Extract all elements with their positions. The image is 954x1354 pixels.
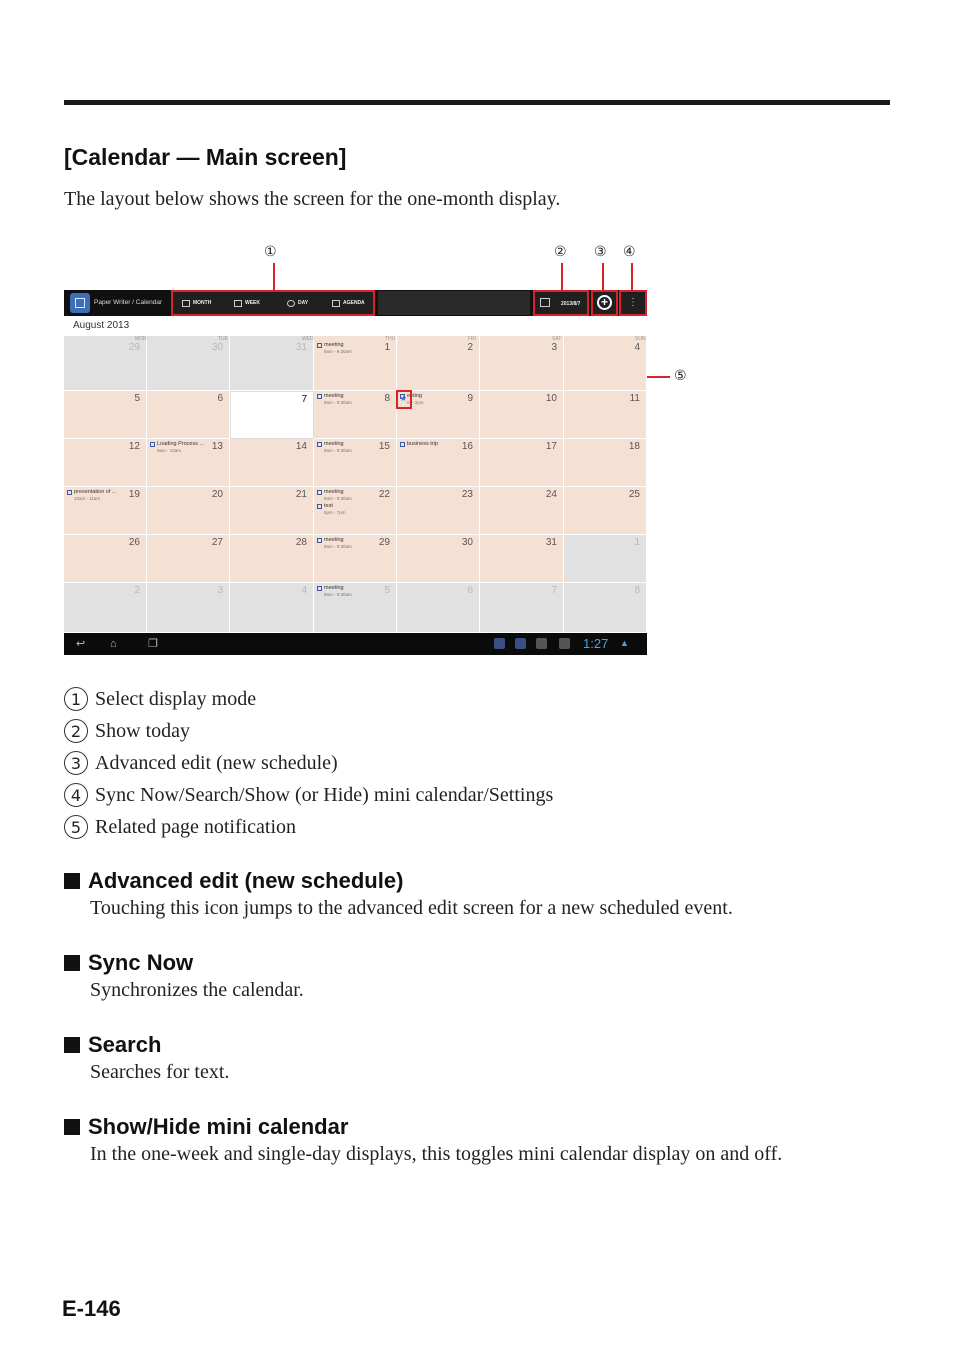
day-cell[interactable] <box>147 583 230 633</box>
legend-item <box>64 715 553 747</box>
section-text: In the one-week and single-day displays, this toggles mini calendar display on and off. <box>90 1143 783 1165</box>
notification-icon[interactable] <box>536 638 547 649</box>
section-heading: Show/Hide mini calendar <box>64 1114 348 1140</box>
highlight-add <box>591 290 618 316</box>
day-number: 17 <box>545 441 557 452</box>
highlight-related-page <box>396 390 412 409</box>
event-title[interactable] <box>67 489 117 495</box>
event-title[interactable] <box>317 585 344 591</box>
day-cell[interactable] <box>64 487 147 535</box>
system-nav-bar <box>64 633 647 655</box>
section-heading: Search <box>64 1032 161 1058</box>
day-cell[interactable] <box>564 583 647 633</box>
day-number: 20 <box>211 489 223 500</box>
day-number: 14 <box>295 441 307 452</box>
day-cell[interactable] <box>147 336 230 391</box>
day-cell[interactable] <box>564 391 647 439</box>
page-number: E-146 <box>62 1296 121 1321</box>
day-number: 29 <box>128 342 140 353</box>
day-cell[interactable] <box>564 439 647 487</box>
day-cell[interactable] <box>314 336 397 391</box>
page-heading: [Calendar — Main screen] <box>64 144 347 170</box>
calendar-app-icon[interactable] <box>70 293 90 313</box>
section-text: Synchronizes the calendar. <box>90 979 304 1001</box>
day-cell[interactable] <box>314 535 397 583</box>
callout-1: ① <box>264 244 277 260</box>
legend-label: Sync Now/Search/Show (or Hide) mini calendar/Settings <box>95 783 554 806</box>
leader-line-2 <box>561 263 563 291</box>
checkbox-icon <box>317 442 322 447</box>
legend-number: 5 <box>64 815 88 839</box>
checkbox-icon <box>317 490 322 495</box>
signal-icon: ▲ <box>620 638 629 648</box>
day-number: 5 <box>384 585 390 596</box>
day-number: 28 <box>295 537 307 548</box>
intro-text: The layout below shows the screen for the one-month display. <box>64 188 561 210</box>
day-number: 8 <box>384 393 390 404</box>
day-number: 25 <box>628 489 640 500</box>
checkbox-icon <box>317 538 322 543</box>
day-header: THU <box>385 336 396 342</box>
day-number: 29 <box>378 537 390 548</box>
event-label: meeting <box>324 441 344 447</box>
callout-3: ③ <box>594 244 607 260</box>
event-label: meeting <box>324 342 344 348</box>
section-heading: Advanced edit (new schedule) <box>64 868 403 894</box>
event-time: 10am - 11am <box>74 496 101 501</box>
day-number: 3 <box>551 342 557 353</box>
day-number: 30 <box>211 342 223 353</box>
square-bullet-icon <box>64 955 80 971</box>
day-cell[interactable] <box>397 535 480 583</box>
top-rule <box>64 100 890 105</box>
event-label: test <box>324 503 333 509</box>
day-cell[interactable] <box>480 583 564 633</box>
day-cell[interactable] <box>230 535 314 583</box>
legend-number: 2 <box>64 719 88 743</box>
day-header: FRI <box>468 336 477 342</box>
day-number: 8 <box>634 585 640 596</box>
back-icon[interactable]: ↩ <box>76 638 86 650</box>
leader-line-1 <box>273 263 275 291</box>
highlight-mode-tabs <box>171 290 375 316</box>
day-cell[interactable] <box>397 487 480 535</box>
event-title[interactable] <box>317 393 344 399</box>
recent-apps-icon[interactable]: ❐ <box>148 638 158 650</box>
day-cell[interactable] <box>480 487 564 535</box>
day-number: 21 <box>295 489 307 500</box>
day-header: SAT <box>552 336 562 342</box>
day-cell[interactable] <box>480 535 564 583</box>
notification-icon[interactable] <box>559 638 570 649</box>
plus-circle-icon: + <box>597 295 612 310</box>
event-time: 9am - 9:30am <box>324 349 352 354</box>
legend-item <box>64 779 553 811</box>
callout-4: ④ <box>623 244 636 260</box>
legend-label: Select display mode <box>95 687 257 710</box>
leader-line-3 <box>602 263 604 291</box>
legend-item <box>64 683 553 715</box>
event-label: meeting <box>324 537 344 543</box>
highlight-today <box>533 290 589 316</box>
day-number: 31 <box>295 342 307 353</box>
event-title[interactable] <box>317 503 333 509</box>
legend-label: Show today <box>95 719 190 742</box>
checkbox-icon <box>317 343 322 348</box>
day-cell[interactable] <box>64 583 147 633</box>
checkbox-icon <box>317 394 322 399</box>
day-number: 2 <box>467 342 473 353</box>
event-title[interactable] <box>317 342 344 348</box>
day-number: 1 <box>384 342 390 353</box>
event-title[interactable] <box>150 441 204 447</box>
event-label: eeting <box>407 393 422 399</box>
callout-2: ② <box>554 244 567 260</box>
event-label: meeting <box>324 489 344 495</box>
checkbox-icon <box>400 442 405 447</box>
tab-week[interactable]: WEEK <box>234 298 260 308</box>
event-label: Loading Process ... <box>157 441 205 447</box>
checkbox-icon <box>317 586 322 591</box>
day-number: 9 <box>467 393 473 404</box>
checkbox-icon <box>150 442 155 447</box>
calendar-screenshot <box>64 290 647 655</box>
legend-number: 1 <box>64 687 88 711</box>
day-number: 18 <box>628 441 640 452</box>
square-bullet-icon <box>64 873 80 889</box>
day-number: 6 <box>467 585 473 596</box>
day-number: 31 <box>545 537 557 548</box>
legend-label: Advanced edit (new schedule) <box>95 751 338 774</box>
day-cell[interactable] <box>64 336 147 391</box>
month-label: August 2013 <box>73 320 130 331</box>
event-label: meeting <box>324 393 344 399</box>
day-number: 6 <box>217 393 223 404</box>
day-cell[interactable] <box>147 439 230 487</box>
status-clock: 1:27 <box>583 636 609 651</box>
leader-line-4 <box>631 263 633 291</box>
show-today-button[interactable]: 2013/8/7 <box>535 291 587 315</box>
home-icon[interactable]: ⌂ <box>110 638 117 650</box>
section-heading: Sync Now <box>64 950 193 976</box>
event-time: 9am - 9:30am <box>324 448 352 453</box>
day-cell[interactable] <box>64 391 147 439</box>
day-cell[interactable] <box>230 583 314 633</box>
day-cell[interactable] <box>64 535 147 583</box>
event-title[interactable] <box>400 441 438 447</box>
app-title: Paper Writer / Calendar <box>94 299 163 306</box>
day-number: 3 <box>217 585 223 596</box>
day-header: WED <box>302 336 314 342</box>
event-time: 9am - 9:30am <box>324 544 352 549</box>
day-cell[interactable] <box>147 535 230 583</box>
day-cell[interactable] <box>314 487 397 535</box>
day-number: 26 <box>128 537 140 548</box>
day-cell[interactable] <box>230 439 314 487</box>
star-icon[interactable]: ★ <box>399 394 408 403</box>
event-title[interactable] <box>317 441 344 447</box>
event-time: 5pm - 7pm <box>324 510 346 515</box>
notification-icon[interactable] <box>515 638 526 649</box>
event-time: 9am - 10am <box>157 448 182 453</box>
day-cell[interactable] <box>230 487 314 535</box>
event-time: m - 2pm <box>407 400 424 405</box>
day-number: 27 <box>211 537 223 548</box>
day-cell[interactable] <box>564 336 647 391</box>
day-cell[interactable] <box>314 439 397 487</box>
day-cell[interactable] <box>314 583 397 633</box>
day-cell[interactable] <box>147 391 230 439</box>
day-cell[interactable] <box>230 336 314 391</box>
event-time: 9am - 9:30am <box>324 592 352 597</box>
day-cell[interactable] <box>564 535 647 583</box>
day-header: MON <box>135 336 147 342</box>
square-bullet-icon <box>64 1037 80 1053</box>
tab-month[interactable]: MONTH <box>182 298 211 308</box>
event-title[interactable] <box>317 537 344 543</box>
legend-number: 4 <box>64 783 88 807</box>
legend-label: Related page notification <box>95 815 297 838</box>
action-bar-spacer <box>378 291 530 315</box>
day-number: 30 <box>461 537 473 548</box>
legend-number: 3 <box>64 751 88 775</box>
event-time: 9am - 9:30am <box>324 400 352 405</box>
day-number: 12 <box>128 441 140 452</box>
day-number: 2 <box>134 585 140 596</box>
day-cell[interactable] <box>480 336 564 391</box>
legend-item <box>64 811 553 843</box>
day-cell[interactable] <box>230 391 314 439</box>
day-cell[interactable] <box>397 583 480 633</box>
highlight-menu <box>619 290 647 316</box>
day-number: 15 <box>378 441 390 452</box>
section-text: Searches for text. <box>90 1061 230 1083</box>
event-label: meeting <box>324 585 344 591</box>
section-text: Touching this icon jumps to the advanced edit screen for a new scheduled event. <box>90 897 733 919</box>
day-number: 10 <box>545 393 557 404</box>
month-grid <box>64 336 647 633</box>
tab-agenda[interactable]: AGENDA <box>332 298 365 308</box>
day-number: 7 <box>301 394 307 405</box>
callout-5: ⑤ <box>674 368 687 384</box>
day-cell[interactable] <box>314 391 397 439</box>
day-number: 5 <box>134 393 140 404</box>
square-bullet-icon <box>64 1119 80 1135</box>
day-header: SUN <box>635 336 646 342</box>
tab-day[interactable]: DAY <box>287 298 308 308</box>
day-cell[interactable] <box>397 439 480 487</box>
legend-item <box>64 747 553 779</box>
day-number: 4 <box>301 585 307 596</box>
more-vert-icon: ⋮ <box>628 297 638 308</box>
event-time: 9am - 9:30am <box>324 496 352 501</box>
event-title[interactable] <box>317 489 344 495</box>
day-number: 11 <box>629 393 640 404</box>
day-cell[interactable] <box>480 439 564 487</box>
day-number: 4 <box>634 342 640 353</box>
event-label: business trip <box>407 441 438 447</box>
day-cell[interactable] <box>64 439 147 487</box>
day-number: 16 <box>461 441 473 452</box>
day-number: 22 <box>378 489 390 500</box>
day-number: 13 <box>211 441 223 452</box>
checkbox-icon <box>67 490 72 495</box>
checkbox-icon <box>317 504 322 509</box>
day-number: 1 <box>634 537 640 548</box>
notification-icon[interactable] <box>494 638 505 649</box>
day-number: 23 <box>461 489 473 500</box>
day-header: TUE <box>218 336 228 342</box>
day-cell[interactable] <box>480 391 564 439</box>
callout-legend <box>64 683 553 843</box>
day-number: 19 <box>128 489 140 500</box>
day-number: 24 <box>545 489 557 500</box>
event-label: presentation of ... <box>74 489 117 495</box>
day-number: 7 <box>551 585 557 596</box>
day-cell[interactable] <box>147 487 230 535</box>
day-cell[interactable] <box>397 336 480 391</box>
day-cell[interactable] <box>564 487 647 535</box>
